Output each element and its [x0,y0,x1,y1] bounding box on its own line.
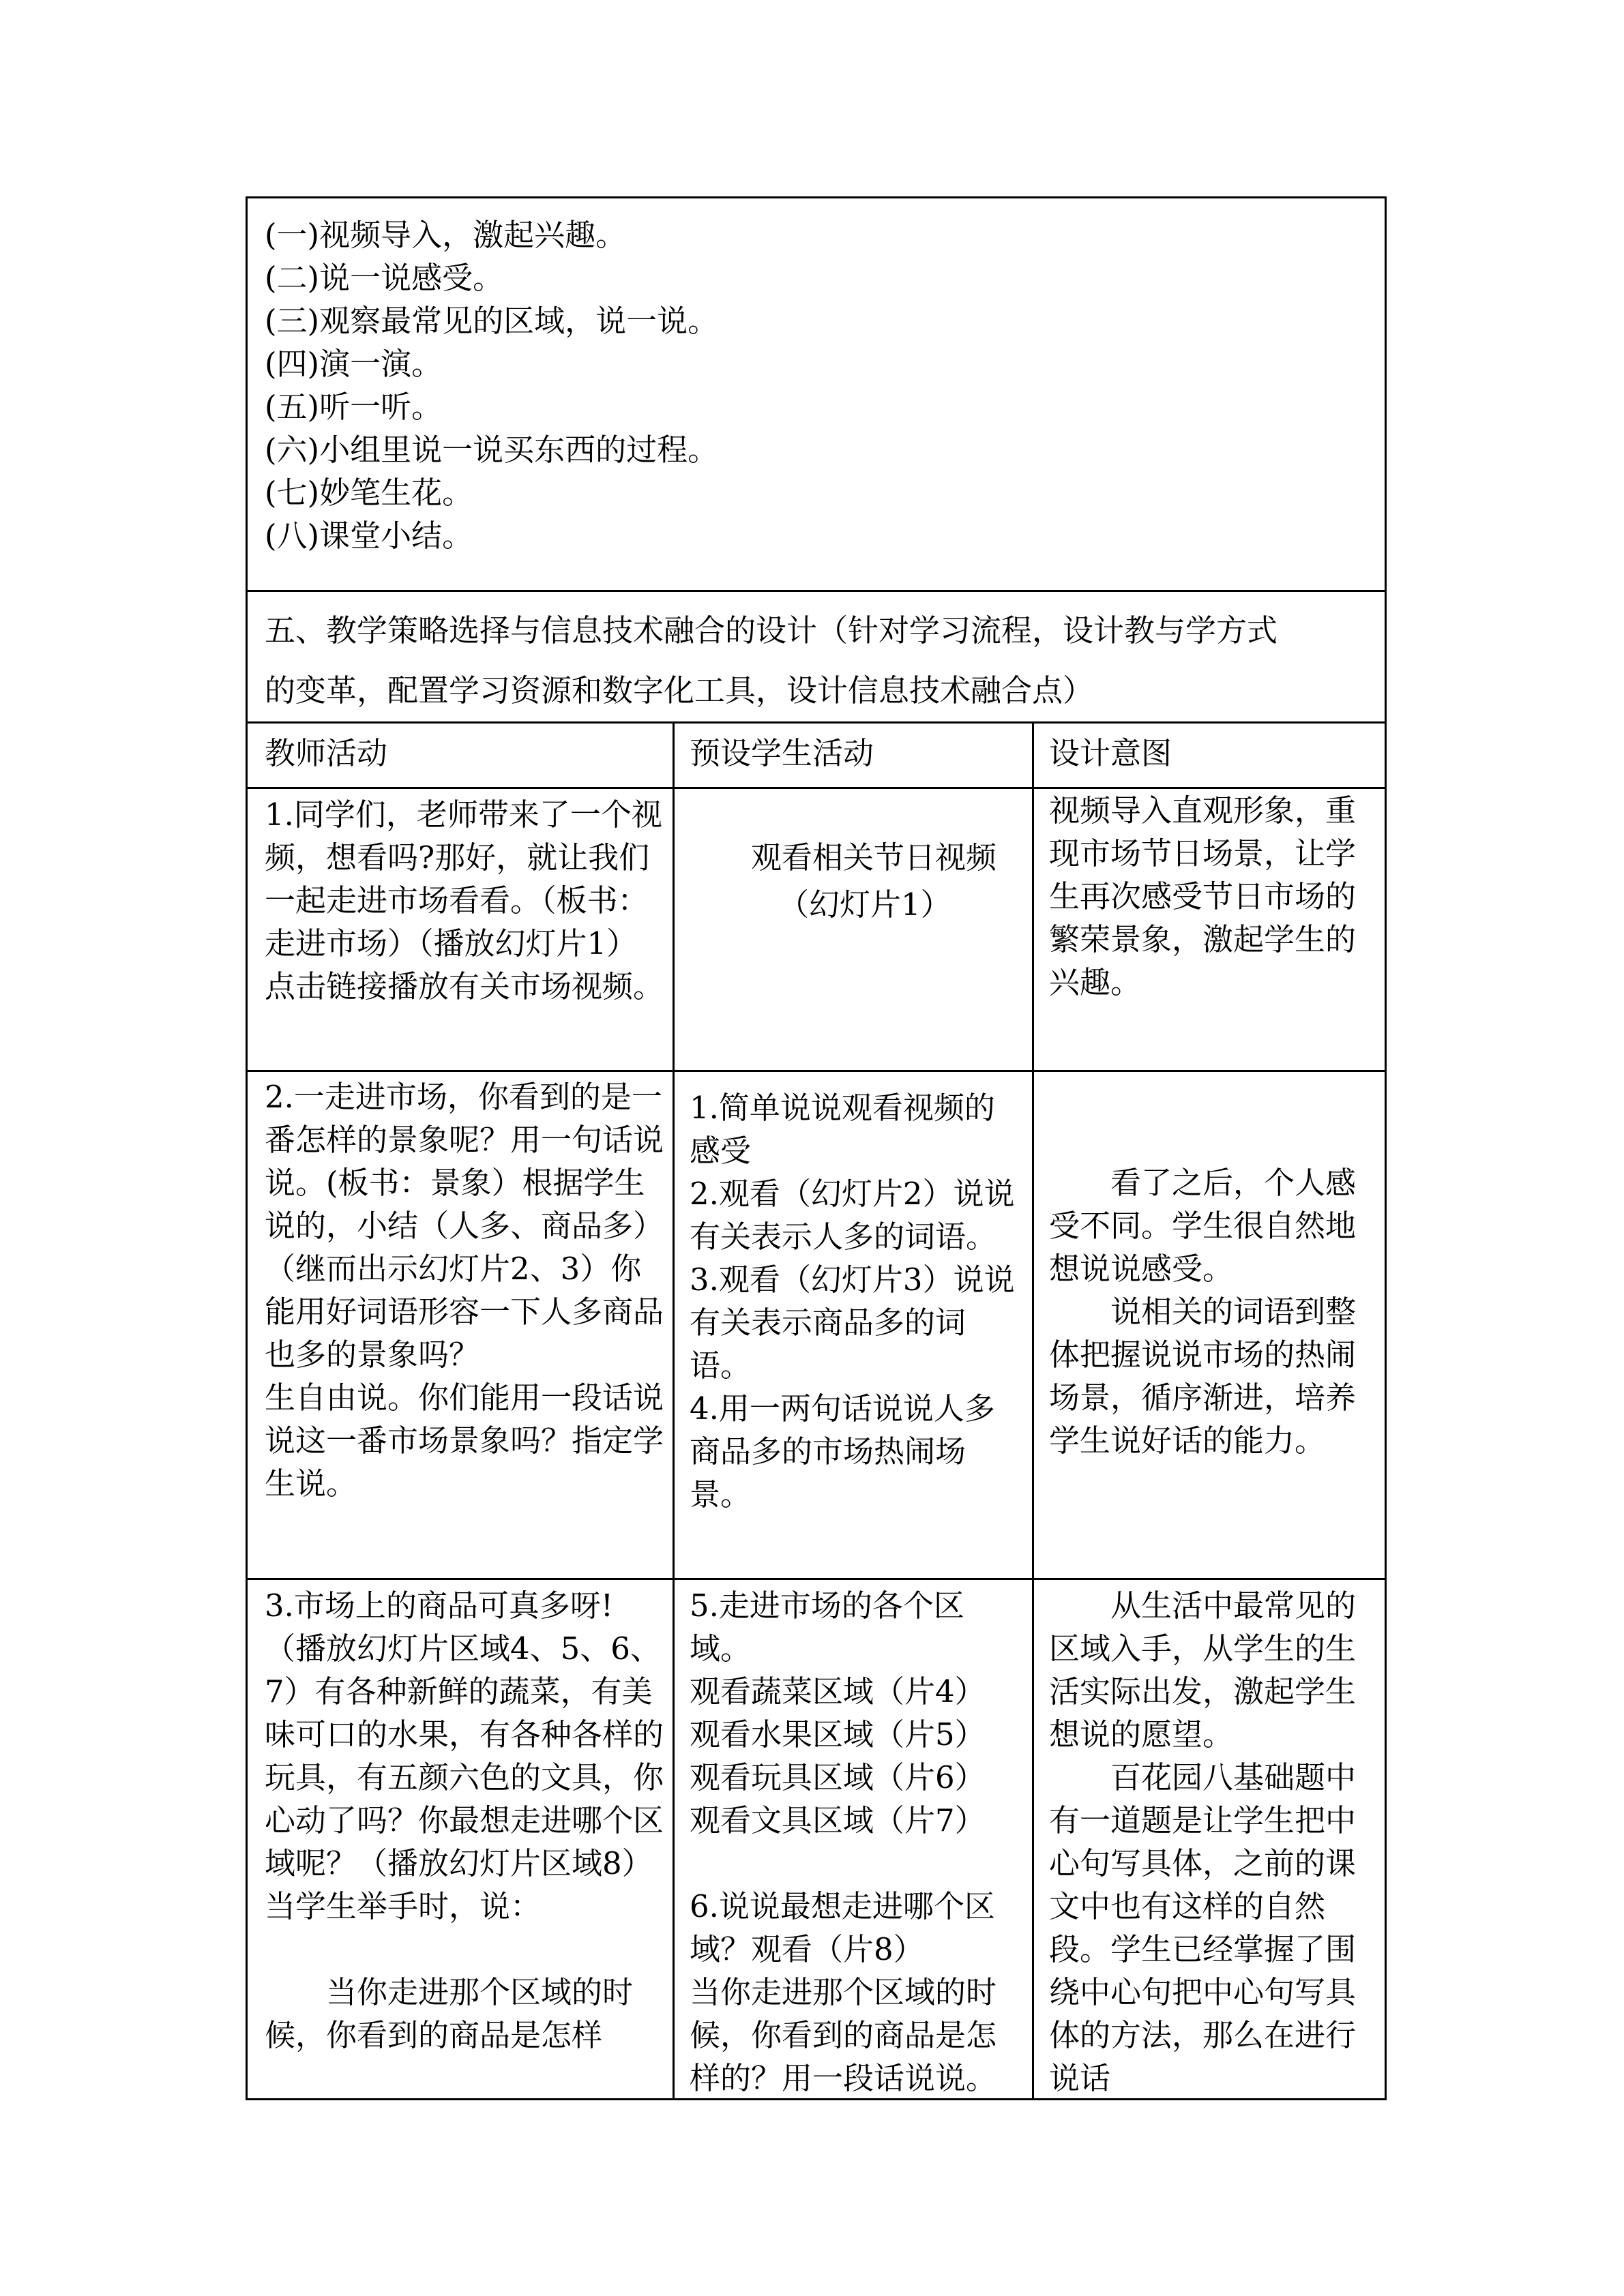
intent-cell-2 [1049,1161,1370,1462]
flow-step: (四)演一演。 [265,346,443,382]
cell-text: 百花园八基础题中有一道题是让学生把中心句写具体，之前的课文中也有这样的自然段。学生已经掌握了围绕中心句把中心句写具体的方法，那么在进行说话 [1049,1759,1357,2096]
flow-step: (一)视频导入，激起兴趣。 [265,217,627,253]
section-heading [265,601,1278,721]
cell-text: 观看文具区域（片7） [690,1802,986,1838]
flow-step: (五)听一听。 [265,389,443,425]
header-intent: 设计意图 [1049,735,1172,771]
row-divider [248,1578,1385,1580]
cell-text: 3.观看（幻灯片3）说说有关表示商品多的词语。 [690,1262,1015,1384]
cell-text: 观看玩具区域（片6） [690,1759,986,1795]
cell-text: 说相关的词语到整体把握说说市场的热闹场景，循序渐进，培养学生说好话的能力。 [1049,1294,1357,1459]
flow-step: (八)课堂小结。 [265,518,473,554]
cell-text: 2.观看（幻灯片2）说说有关表示人多的词语。 [690,1176,1015,1255]
section-heading-line: 的变革，配置学习资源和数字化工具，设计信息技术融合点） [265,672,1094,709]
header-teacher: 教师活动 [265,735,388,771]
cell-text: （幻灯片1） [778,886,951,923]
cell-text: 生自由说。你们能用一段话说说这一番市场景象吗？指定学生说。 [265,1380,664,1502]
cell-text: 从生活中最常见的区域入手，从学生的生活实际出发，激起学生想说的愿望。 [1049,1587,1357,1753]
lesson-table [246,196,1387,2100]
row-divider [248,721,1385,724]
flow-step: (七)妙笔生花。 [265,475,473,511]
flow-step: (三)观察最常见的区域，说一说。 [265,303,719,339]
cell-text: 看了之后，个人感受不同。学生很自然地想说说感受。 [1049,1165,1357,1287]
section-heading-line: 五、教学策略选择与信息技术融合的设计（针对学习流程，设计教与学方式 [265,612,1278,648]
column-divider [1032,721,1034,2100]
flow-steps-list [265,213,718,557]
cell-text: 6.说说最想走进哪个区域？观看（片8） [690,1888,995,1967]
student-cell-3 [690,1584,1024,2100]
cell-text: 观看水果区域（片5） [690,1716,986,1753]
cell-text: 1.简单说说观看视频的感受 [690,1090,995,1169]
cell-text: 2.一走进市场，你看到的是一番怎样的景象呢？用一句话说说。(板书：景象）根据学生说的，小结（人多、商品多） [265,1079,664,1244]
header-student: 预设学生活动 [690,735,874,771]
cell-text: 4.用一两句话说说人多商品多的市场热闹场景。 [690,1390,995,1512]
cell-text: 观看相关节日视频 [751,839,997,876]
cell-text: 1.同学们，老师带来了一个视频，想看吗?那好，就让我们一起走进市场看看。（板书：走进市场）（播放幻灯片1）点击链接播放有关市场视频。 [265,796,664,1004]
column-divider [673,721,675,2100]
row-divider [248,1070,1385,1072]
row-divider [248,590,1385,592]
intent-cell-1 [1049,789,1370,1004]
flow-step: (二)说一说感受。 [265,260,504,296]
cell-text: （继而出示幻灯片2、3）你能用好词语形容一下人多商品也多的景象吗？ [265,1251,664,1373]
student-cell-1 [690,836,1024,926]
cell-text: 观看蔬菜区域（片4） [690,1673,986,1710]
cell-text: 当你走进那个区域的时候，你看到的商品是怎样的？用一段话说说。 [690,1974,997,2096]
teacher-cell-1 [265,793,664,1008]
intent-cell-3 [1049,1584,1370,2100]
teacher-cell-2 [265,1075,664,1505]
flow-step: (六)小组里说一说买东西的过程。 [265,432,719,468]
student-cell-2 [690,1086,1024,1516]
cell-text: 5.走进市场的各个区域。 [690,1587,964,1667]
cell-text: 当你走进那个区域的时候，你看到的商品是怎样 [265,1974,634,2053]
cell-text: 3.市场上的商品可真多呀!（播放幻灯片区域4、5、6、7）有各种新鲜的蔬菜，有美味可口的水果，有各种各样的玩具，有五颜六色的文具，你心动了吗？你最想走进哪个区域呢？（播放幻灯片区域8）当学生举手时，说： [265,1587,664,1924]
cell-text: 视频导入直观形象，重现市场节日场景，让学生再次感受节日市场的繁荣景象，激起学生的兴趣。 [1049,792,1357,1000]
teacher-cell-3 [265,1584,664,2057]
